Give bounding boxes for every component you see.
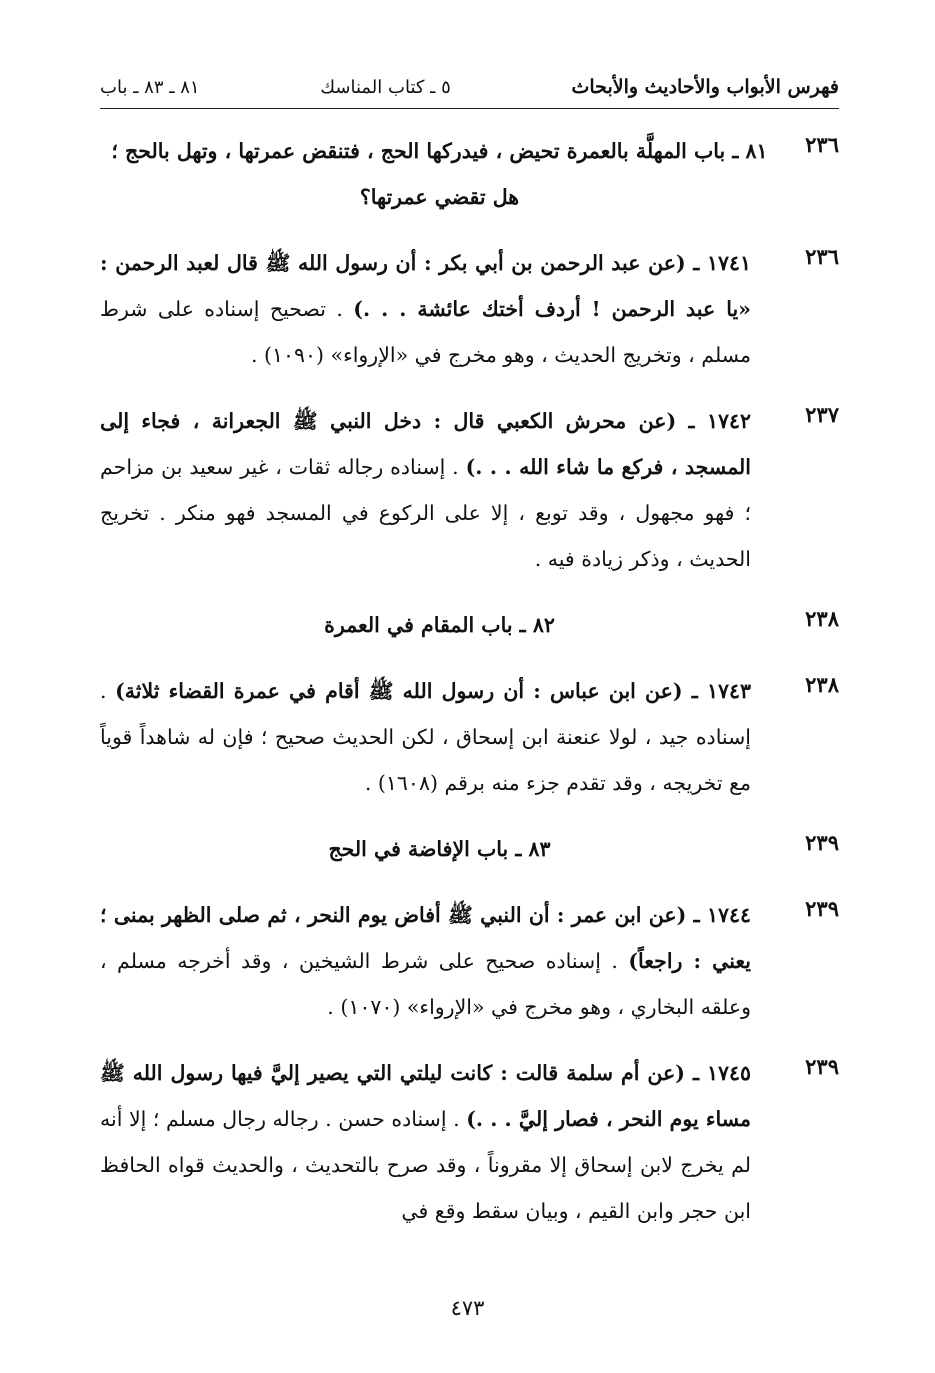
hadith-commentary: . إسناده صحيح على شرط الشيخين ، وقد أخرجه مسلم ، وعلقه البخاري ، وهو مخرج في «الإرواء» (١٠٧٠) . bbox=[100, 949, 751, 1019]
hadith-entry bbox=[100, 1050, 839, 1234]
hadith-commentary: . تصحيح إسناده على شرط مسلم ، وتخريج الحديث ، وهو مخرج في «الإرواء» (١٠٩٠) . bbox=[100, 297, 751, 367]
hadith-commentary: . إسناده حسن . رجاله رجال مسلم ؛ إلا أنه لم يخرج لابن إسحاق إلا مقروناً ، وقد صرح بالتحديث ، والحديث قواه الحافظ ابن حجر وابن القيم ، وبيان سقط وقع في bbox=[100, 1107, 751, 1223]
hadith-entry bbox=[100, 892, 839, 1030]
section-heading bbox=[100, 128, 839, 220]
hadith-text: ١٧٤٥ ـ (عن أم سلمة قالت : كانت ليلتي التي يصير إليَّ فيها رسول الله ﷺ مساء يوم النحر ، فصار إليَّ . . .) bbox=[100, 1061, 751, 1131]
section-title: ٨١ ـ باب المهلَّة بالعمرة تحيض ، فيدركها الحج ، فتنقض عمرتها ، وتهل بالحج ؛ هل تقضي عمرتها؟ bbox=[111, 139, 768, 209]
running-header bbox=[100, 70, 839, 104]
hadith-commentary: . إسناده جيد ، لولا عنعنة ابن إسحاق ، لكن الحديث صحيح ؛ فإن له شاهداً قوياً مع تخريجه ، وقد تقدم جزء منه برقم (١٦٠٨) . bbox=[100, 679, 751, 795]
section-title: ٨٢ ـ باب المقام في العمرة bbox=[324, 613, 555, 637]
index-entries bbox=[100, 128, 839, 1254]
entry-page-number: ٢٣٧ bbox=[805, 402, 839, 427]
hadith-entry bbox=[100, 240, 839, 378]
section-title: ٨٣ ـ باب الإفاضة في الحج bbox=[328, 837, 551, 861]
entry-page-number: ٢٣٨ bbox=[805, 606, 839, 631]
entry-page-number: ٢٣٨ bbox=[805, 672, 839, 697]
index-title: فهرس الأبواب والأحاديث والأبحاث bbox=[571, 76, 839, 98]
entry-page-number: ٢٣٩ bbox=[805, 896, 839, 921]
entry-page-number: ٢٣٦ bbox=[805, 132, 839, 157]
hadith-text: ١٧٤١ ـ (عن عبد الرحمن بن أبي بكر : أن رسول الله ﷺ قال لعبد الرحمن : «يا عبد الرحمن ! أردف أختك عائشة . . .) bbox=[100, 251, 751, 321]
entry-page-number: ٢٣٩ bbox=[805, 830, 839, 855]
section-heading bbox=[100, 826, 839, 872]
hadith-commentary: . إسناده رجاله ثقات ، غير سعيد بن مزاحم ؛ فهو مجهول ، وقد توبع ، إلا على الركوع في المسجد فهو منكر . تخريج الحديث ، وذكر زيادة فيه . bbox=[100, 455, 751, 571]
header-divider bbox=[100, 108, 839, 109]
hadith-text: ١٧٤٣ ـ (عن ابن عباس : أن رسول الله ﷺ أقام في عمرة القضاء ثلاثة) bbox=[115, 679, 751, 703]
section-heading bbox=[100, 602, 839, 648]
page-number: ٤٧٣ bbox=[450, 1296, 485, 1320]
entry-page-number: ٢٣٩ bbox=[805, 1054, 839, 1079]
hadith-entry bbox=[100, 668, 839, 806]
entry-page-number: ٢٣٦ bbox=[805, 244, 839, 269]
hadith-text: ١٧٤٤ ـ (عن ابن عمر : أن النبي ﷺ أفاض يوم النحر ، ثم صلى الظهر بمنى ؛ يعني : راجعاً) bbox=[100, 903, 752, 973]
hadith-text: ١٧٤٢ ـ (عن محرش الكعبي قال : دخل النبي ﷺ الجعرانة ، فجاء إلى المسجد ، فركع ما شاء الله . . .) bbox=[100, 409, 751, 479]
hadith-entry bbox=[100, 398, 839, 582]
section-range: ٨١ ـ ٨٣ ـ باب bbox=[100, 76, 200, 98]
chapter-title: ٥ ـ كتاب المناسك bbox=[320, 76, 451, 98]
